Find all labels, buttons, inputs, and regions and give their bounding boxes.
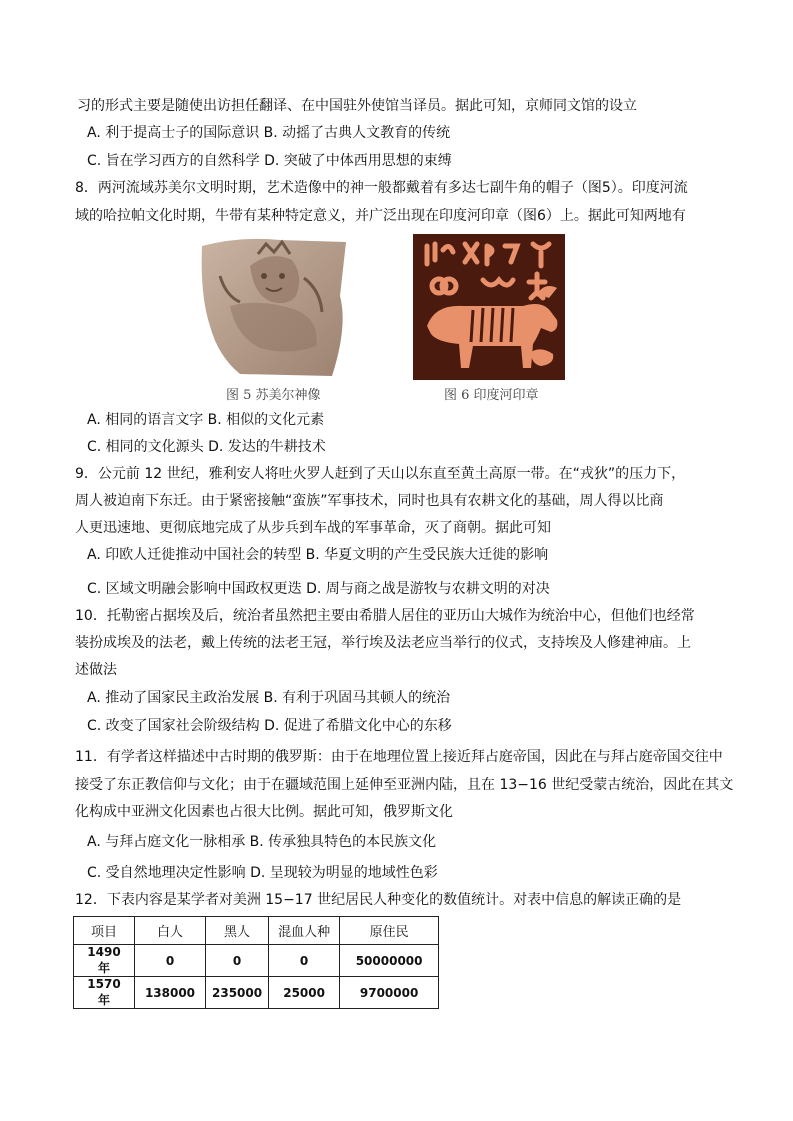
q11-options-cd: C. 受自然地理决定性影响 D. 呈现较为明显的地域性色彩 <box>87 865 438 881</box>
q9-options-ab: A. 印欧人迁徙推动中国社会的转型 B. 华夏文明的产生受民族大迁徙的影响 <box>87 547 549 563</box>
q9-stem-1: 9．公元前 12 世纪，雅利安人将吐火罗人赶到了天山以东直至黄土高原一带。在“戎狄”的压力下， <box>75 466 686 482</box>
table-cell: 1490 年 <box>74 945 135 977</box>
q10-stem-1: 10．托勒密占据埃及后，统治者虽然把主要由希腊人居住的亚历山大城作为统治中心，但他们也经常 <box>75 608 695 624</box>
table-cell: 25000 <box>269 977 340 1009</box>
figure-5-caption: 图 5 苏美尔神像 <box>226 388 321 403</box>
table-header-cell: 黑人 <box>206 917 269 945</box>
population-table <box>73 916 439 1009</box>
q8-options-cd: C. 相同的文化源头 D. 发达的牛耕技术 <box>87 439 326 455</box>
q8-stem-2: 域的哈拉帕文化时期，牛带有某种特定意义，并广泛出现在印度河印章（图6）上。据此可知两地有 <box>75 208 686 224</box>
table-header-cell: 混血人种 <box>269 917 340 945</box>
q9-stem-3: 人更迅速地、更彻底地完成了从步兵到车战的军事革命，灭了商朝。据此可知 <box>75 520 551 536</box>
table-cell: 9700000 <box>340 977 439 1009</box>
q10-stem-2: 装扮成埃及的法老，戴上传统的法老王冠，举行埃及法老应当举行的仪式，支持埃及人修建神庙。上 <box>75 635 691 651</box>
table-cell: 0 <box>269 945 340 977</box>
q7-text-tail: 习的形式主要是随使出访担任翻译、在中国驻外使馆当译员。据此可知，京师同文馆的设立 <box>77 98 637 114</box>
table-header-cell: 白人 <box>135 917 206 945</box>
table-cell: 0 <box>206 945 269 977</box>
q8-stem-1: 8．两河流域苏美尔文明时期，艺术造像中的神一般都戴着有多达七副牛角的帽子（图5）。印度河流 <box>75 180 688 196</box>
table-cell: 50000000 <box>340 945 439 977</box>
table-cell: 138000 <box>135 977 206 1009</box>
q7-options-ab: A. 利于提高士子的国际意识 B. 动摇了古典人文教育的传统 <box>87 125 451 141</box>
table-header-row <box>74 917 439 945</box>
q9-stem-2: 周人被迫南下东迁。由于紧密接触“蛮族”军事技术，同时也具有农耕文化的基础，周人得以比商 <box>75 493 664 509</box>
table-row <box>74 945 439 977</box>
q12-stem: 12．下表内容是某学者对美洲 15−17 世纪居民人种变化的数值统计。对表中信息的解读正确的是 <box>75 892 682 908</box>
q11-options-ab: A. 与拜占庭文化一脉相承 B. 传承独具特色的本民族文化 <box>87 834 437 850</box>
table-header-cell: 原住民 <box>340 917 439 945</box>
table-cell: 235000 <box>206 977 269 1009</box>
q11-stem-2: 接受了东正教信仰与文化；由于在疆域范围上延伸至亚洲内陆，且在 13−16 世纪受蒙古统治，因此在其文 <box>75 777 734 793</box>
q11-stem-1: 11．有学者这样描述中古时期的俄罗斯：由于在地理位置上接近拜占庭帝国，因此在与拜占庭帝国交往中 <box>75 749 723 765</box>
q10-options-cd: C. 改变了国家社会阶级结构 D. 促进了希腊文化中心的东移 <box>87 718 452 734</box>
q9-options-cd: C. 区域文明融会影响中国政权更迭 D. 周与商之战是游牧与农耕文明的对决 <box>87 581 550 597</box>
q8-options-ab: A. 相同的语言文字 B. 相似的文化元素 <box>87 412 325 428</box>
table-row <box>74 977 439 1009</box>
figure-6-caption: 图 6 印度河印章 <box>444 388 539 403</box>
q10-options-ab: A. 推动了国家民主政治发展 B. 有利于巩固马其顿人的统治 <box>87 690 451 706</box>
q11-stem-3: 化构成中亚洲文化因素也占很大比例。据此可知，俄罗斯文化 <box>75 804 453 820</box>
table-cell: 1570 年 <box>74 977 135 1009</box>
q10-stem-3: 述做法 <box>75 662 117 678</box>
figure-6-indus-seal-image <box>413 234 565 380</box>
figure-5-sumerian-relief-image <box>200 236 348 376</box>
table-cell: 0 <box>135 945 206 977</box>
table-header-cell: 项目 <box>74 917 135 945</box>
q7-options-cd: C. 旨在学习西方的自然科学 D. 突破了中体西用思想的束缚 <box>87 153 452 169</box>
